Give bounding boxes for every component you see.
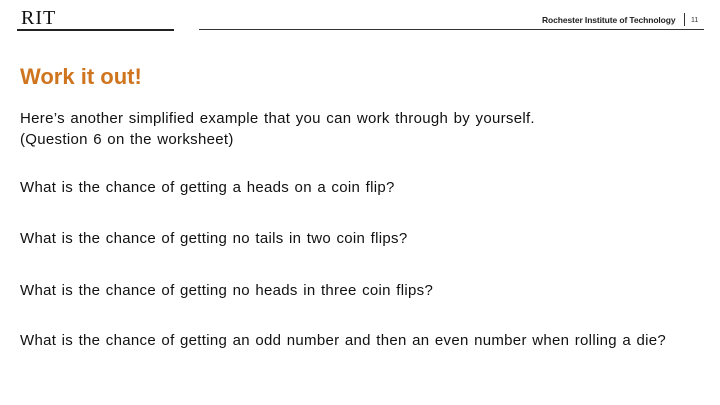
intro-paragraph xyxy=(20,108,670,150)
header-rule-right xyxy=(199,29,704,30)
question-2: What is the chance of getting no tails in two coin flips? xyxy=(20,230,408,247)
intro-line-1: Here’s another simplified example that you can work through by yourself. xyxy=(20,110,535,127)
page-number: 11 xyxy=(691,17,699,24)
question-1: What is the chance of getting a heads on a coin flip? xyxy=(20,179,395,196)
institution-name: Rochester Institute of Technology xyxy=(542,15,676,25)
page-number-divider xyxy=(684,13,685,26)
question-3: What is the chance of getting no heads in three coin flips? xyxy=(20,282,434,299)
slide-title: Work it out! xyxy=(20,64,142,89)
question-4: What is the chance of getting an odd number and then an even number when rolling a die? xyxy=(20,332,666,349)
rit-logo: RIT xyxy=(21,7,57,29)
intro-line-2: (Question 6 on the worksheet) xyxy=(20,131,234,148)
header-rule-left xyxy=(17,29,174,31)
